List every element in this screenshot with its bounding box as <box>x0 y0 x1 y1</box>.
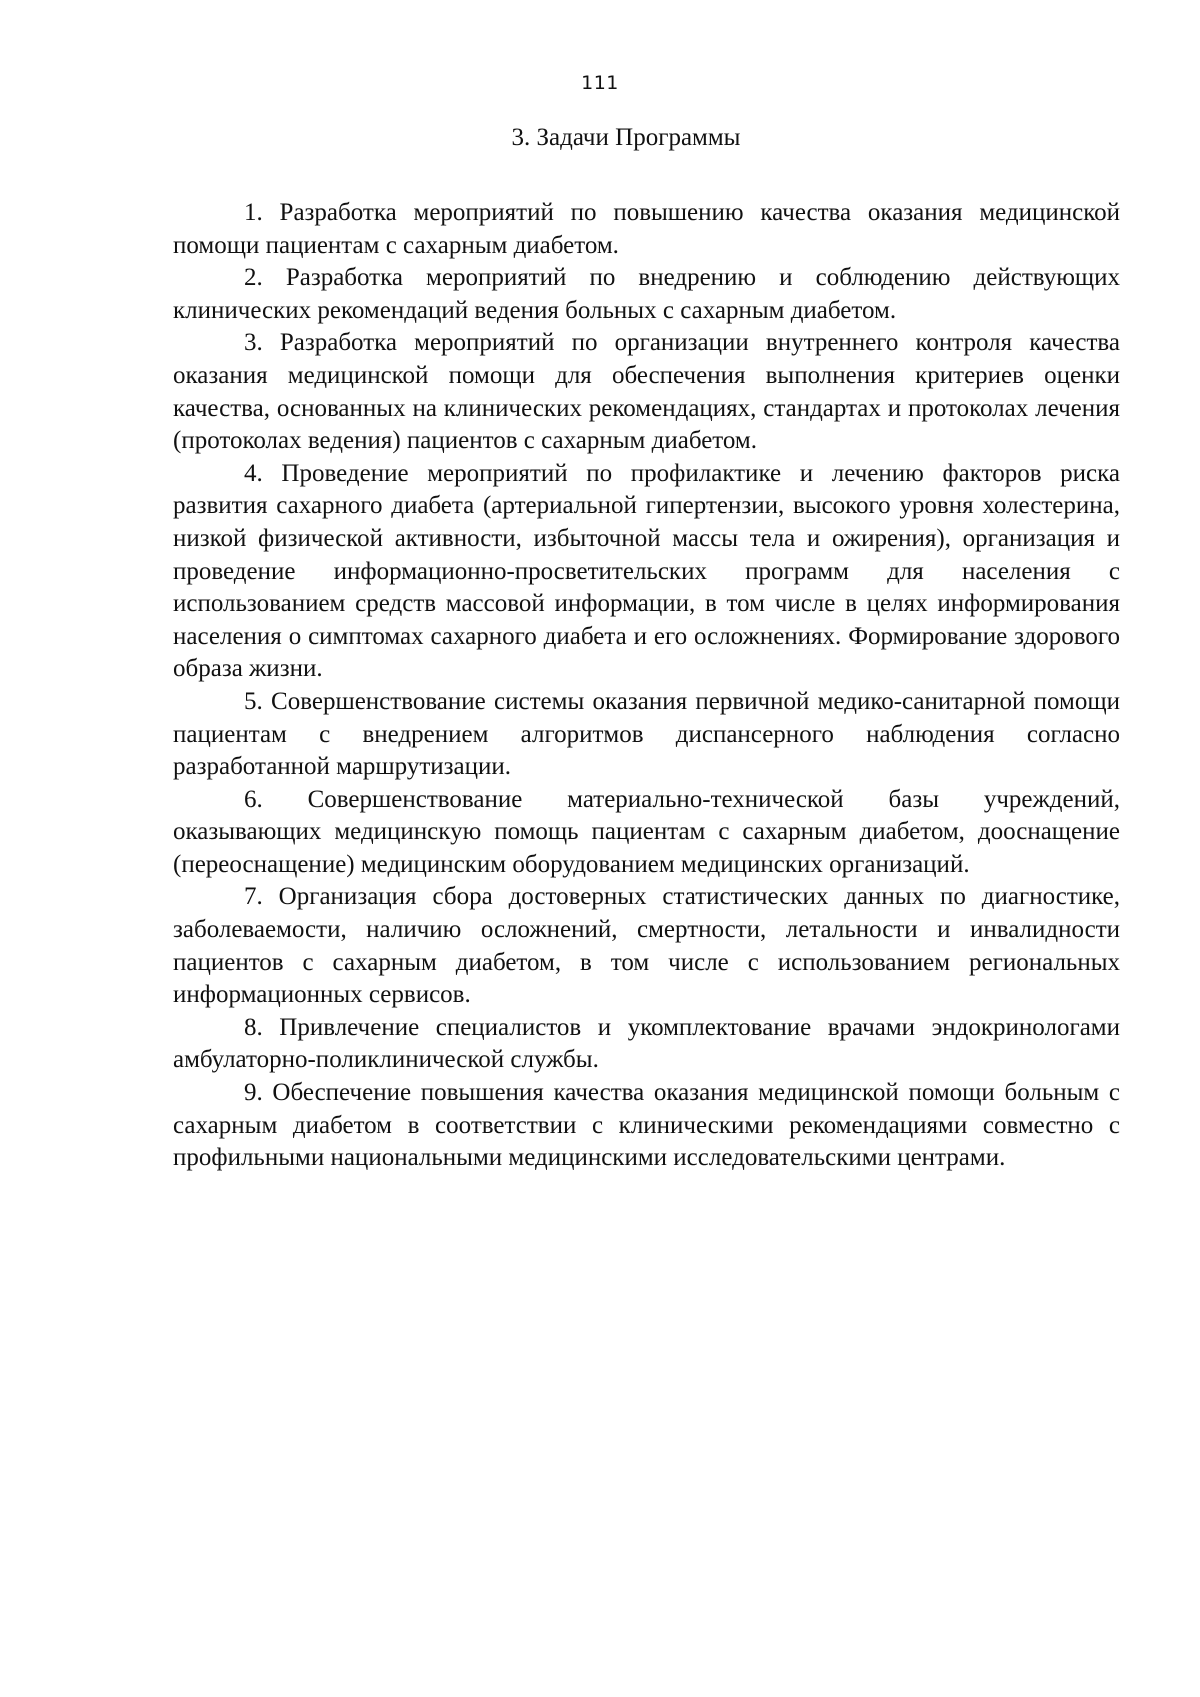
page-number: 111 <box>581 72 619 94</box>
task-item-3: 3. Разработка мероприятий по организации внутреннего контроля качества оказания медицинской помощи для обеспечения выполнения критериев оценки качества, основанных на клинических рекомендациях, стандартах и протоколах лечения (протоколах ведения) пациентов с сахарным диабетом. <box>173 329 1120 455</box>
section-title: 3. Задачи Программы <box>511 124 741 151</box>
task-list <box>173 197 1120 1175</box>
task-item-1: 1. Разработка мероприятий по повышению качества оказания медицинской помощи пациентам с сахарным диабетом. <box>173 199 1120 259</box>
task-item-4: 4. Проведение мероприятий по профилактике и лечению факторов риска развития сахарного диабета (артериальной гипертензии, высокого уровня холестерина, низкой физической активности, избыточной массы тела и ожирения), организация и проведение информационно-просветительских программ для населения с использованием средств массовой информации, в том числе в целях информирования населения о симптомах сахарного диабета и его осложнениях. Формирование здорового образа жизни. <box>173 459 1120 683</box>
task-item-8: 8. Привлечение специалистов и укомплектование врачами эндокринологами амбулаторно-поликлинической службы. <box>173 1013 1120 1074</box>
task-item-5: 5. Совершенствование системы оказания первичной медико-санитарной помощи пациентам с внедрением алгоритмов диспансерного наблюдения согласно разработанной маршрутизации. <box>173 687 1120 781</box>
task-item-6: 6. Совершенствование материально-технической базы учреждений, оказывающих медицинскую помощь пациентам с сахарным диабетом, дооснащение (переоснащение) медицинским оборудованием медицинских организаций. <box>173 785 1120 878</box>
task-item-9: 9. Обеспечение повышения качества оказания медицинской помощи больным с сахарным диабетом в соответствии с клиническими рекомендациями совместно с профильными национальными медицинскими исследовательскими центрами. <box>173 1079 1120 1172</box>
task-item-7: 7. Организация сбора достоверных статистических данных по диагностике, заболеваемости, наличию осложнений, смертности, летальности и инвалидности пациентов с сахарным диабетом, в том числе с использованием региональных информационных сервисов. <box>173 883 1120 1009</box>
task-item-2: 2. Разработка мероприятий по внедрению и соблюдению действующих клинических рекомендаций ведения больных с сахарным диабетом. <box>173 264 1120 324</box>
